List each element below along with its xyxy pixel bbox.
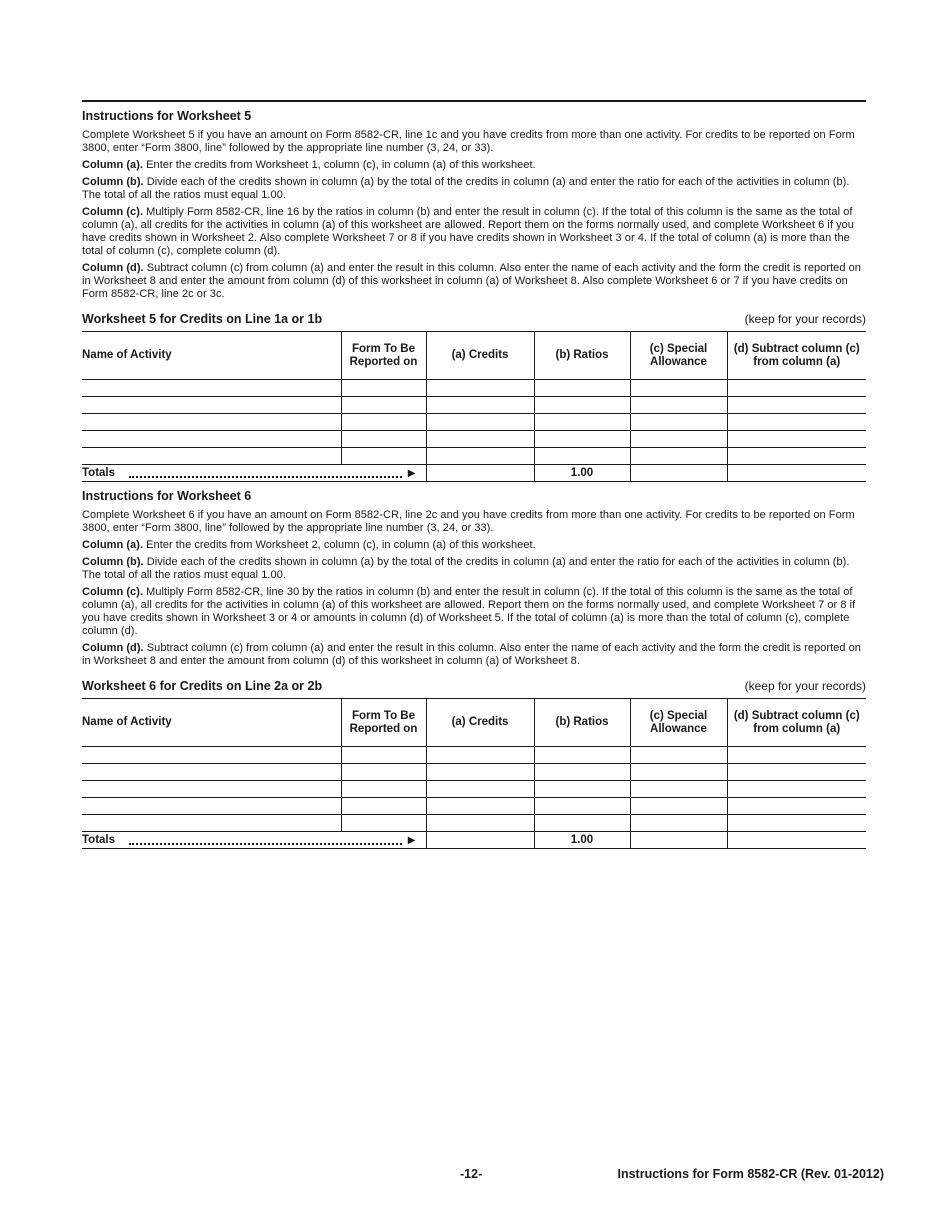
table-row	[82, 798, 866, 815]
entry-cell[interactable]	[426, 798, 534, 815]
page-number: -12-	[460, 1167, 483, 1181]
entry-cell[interactable]	[82, 798, 341, 815]
entry-cell[interactable]	[426, 397, 534, 414]
entry-cell[interactable]	[426, 781, 534, 798]
leader-dots	[129, 468, 402, 478]
entry-cell[interactable]	[341, 397, 426, 414]
entry-cell[interactable]	[534, 747, 630, 764]
totals-credits-cell[interactable]	[426, 832, 534, 849]
col-header-credits: (a) Credits	[426, 699, 534, 747]
entry-cell[interactable]	[82, 747, 341, 764]
entry-cell[interactable]	[630, 431, 727, 448]
top-rule	[82, 100, 866, 102]
col-header-subtract: (d) Subtract column (c) from column (a)	[727, 699, 866, 747]
entry-cell[interactable]	[82, 448, 341, 465]
entry-cell[interactable]	[727, 448, 866, 465]
entry-cell[interactable]	[534, 798, 630, 815]
totals-ratio: 1.00	[534, 465, 630, 482]
entry-cell[interactable]	[341, 815, 426, 832]
entry-cell[interactable]	[341, 764, 426, 781]
entry-cell[interactable]	[534, 414, 630, 431]
ws6-col-a: Column (a). Enter the credits from Worksheet 2, column (c), in column (a) of this worksheet.	[82, 539, 536, 551]
totals-label-cell	[82, 832, 426, 849]
table-header-row	[82, 699, 866, 747]
entry-cell[interactable]	[341, 431, 426, 448]
entry-cell[interactable]	[727, 414, 866, 431]
entry-cell[interactable]	[630, 798, 727, 815]
entry-cell[interactable]	[630, 764, 727, 781]
table-row	[82, 448, 866, 465]
ws5-col-b: Column (b). Divide each of the credits shown in column (a) by the total of the credits in column (a) and enter the ratio for each of the activities in column (b). The total of all the ratios must equal 1.00.	[82, 176, 850, 201]
entry-cell[interactable]	[727, 747, 866, 764]
entry-cell[interactable]	[534, 448, 630, 465]
ws5-col-d: Column (d). Subtract column (c) from column (a) and enter the result in this column. Also enter the name of each activity and the form the credit is reported on in Worksheet 8 and enter the amount from column (d) of this worksheet in column (a) of Worksheet 8. Also complete Worksheet 6 or 7 if you have credits on Form 8582-CR, line 2c or 3c.	[82, 262, 861, 300]
ws5-keep-note: (keep for your records)	[744, 312, 866, 326]
table-row	[82, 431, 866, 448]
table-header-row	[82, 332, 866, 380]
entry-cell[interactable]	[630, 448, 727, 465]
entry-cell[interactable]	[534, 815, 630, 832]
entry-cell[interactable]	[534, 781, 630, 798]
table-row	[82, 414, 866, 431]
ws5-instructions-heading: Instructions for Worksheet 5	[82, 109, 252, 123]
table-row	[82, 397, 866, 414]
totals-row	[82, 832, 866, 849]
ws5-col-c: Column (c). Multiply Form 8582-CR, line 16 by the ratios in column (b) and enter the result in column (c). If the total of this column is the same as the total of column (a), all credits for the activities in column (a) of this worksheet are allowed. Report them on the forms normally used, and complete Worksheet 6 if you have credits shown in Worksheet 2. Also complete Worksheet 7 or 8 if you have credits shown in Worksheet 3 or 4. If the total of column (a) is more than the total of column (c), complete column (d).	[82, 206, 854, 257]
totals-row	[82, 465, 866, 482]
ws6-instructions-heading: Instructions for Worksheet 6	[82, 489, 252, 503]
entry-cell[interactable]	[534, 431, 630, 448]
entry-cell[interactable]	[727, 380, 866, 397]
entry-cell[interactable]	[82, 431, 341, 448]
entry-cell[interactable]	[630, 815, 727, 832]
entry-cell[interactable]	[630, 781, 727, 798]
ws6-keep-note: (keep for your records)	[744, 679, 866, 693]
entry-cell[interactable]	[341, 448, 426, 465]
entry-cell[interactable]	[82, 414, 341, 431]
entry-cell[interactable]	[727, 781, 866, 798]
table-row	[82, 380, 866, 397]
entry-cell[interactable]	[727, 397, 866, 414]
table-row	[82, 747, 866, 764]
totals-subtract-cell[interactable]	[727, 465, 866, 482]
entry-cell[interactable]	[341, 781, 426, 798]
entry-cell[interactable]	[727, 764, 866, 781]
totals-subtract-cell[interactable]	[727, 832, 866, 849]
worksheet-6-table	[82, 698, 866, 849]
entry-cell[interactable]	[630, 747, 727, 764]
entry-cell[interactable]	[534, 397, 630, 414]
page-footer	[0, 1167, 950, 1183]
ws5-header	[82, 312, 866, 327]
ws6-header	[82, 679, 866, 694]
worksheet-5-table	[82, 331, 866, 482]
entry-cell[interactable]	[630, 414, 727, 431]
ws5-intro: Complete Worksheet 5 if you have an amount on Form 8582-CR, line 1c and you have credits from more than one activity. For credits to be reported on Form 3800, enter “Form 3800, line” followed by the appropriate line number (3, 24, or 33).	[82, 129, 855, 154]
col-header-form-to-be-reported-on: Form To Be Reported on	[341, 699, 426, 747]
entry-cell[interactable]	[727, 431, 866, 448]
entry-cell[interactable]	[82, 397, 341, 414]
entry-cell[interactable]	[630, 380, 727, 397]
totals-special-allowance-cell[interactable]	[630, 465, 727, 482]
entry-cell[interactable]	[426, 431, 534, 448]
entry-cell[interactable]	[341, 747, 426, 764]
totals-label: Totals	[82, 467, 116, 479]
totals-label-cell	[82, 465, 426, 482]
col-header-special-allowance: (c) Special Allowance	[630, 332, 727, 380]
entry-cell[interactable]	[534, 764, 630, 781]
totals-credits-cell[interactable]	[426, 465, 534, 482]
col-header-ratios: (b) Ratios	[534, 699, 630, 747]
entry-cell[interactable]	[727, 798, 866, 815]
form-reference: Instructions for Form 8582-CR (Rev. 01-2012)	[617, 1167, 884, 1181]
ws6-intro: Complete Worksheet 6 if you have an amount on Form 8582-CR, line 2c and you have credits from more than one activity. For credits to be reported on Form 3800, enter “Form 3800, line” followed by the appropriate line number (3, 24, or 33).	[82, 509, 855, 534]
entry-cell[interactable]	[82, 815, 341, 832]
ws6-col-c: Column (c). Multiply Form 8582-CR, line 30 by the ratios in column (b) and enter the result in column (c). If the total of this column is the same as the total of column (a), all credits for the activities in column (a) of this worksheet are allowed. Report them on the forms normally used, and complete Worksheet 7 or 8 if you have credits shown in Worksheet 3 or 4 or amounts in column (d) of Worksheet 5. If the total of column (a) is more than the total of column (c), complete column (d).	[82, 586, 856, 637]
col-header-form-to-be-reported-on: Form To Be Reported on	[341, 332, 426, 380]
entry-cell[interactable]	[341, 380, 426, 397]
table-row	[82, 781, 866, 798]
entry-cell[interactable]	[630, 397, 727, 414]
col-header-ratios: (b) Ratios	[534, 332, 630, 380]
entry-cell[interactable]	[727, 815, 866, 832]
entry-cell[interactable]	[82, 764, 341, 781]
ws5-title: Worksheet 5 for Credits on Line 1a or 1b	[82, 312, 323, 326]
entry-cell[interactable]	[426, 747, 534, 764]
col-header-subtract: (d) Subtract column (c) from column (a)	[727, 332, 866, 380]
entry-cell[interactable]	[426, 448, 534, 465]
totals-ratio: 1.00	[534, 832, 630, 849]
entry-cell[interactable]	[341, 414, 426, 431]
ws6-col-b: Column (b). Divide each of the credits shown in column (a) by the total of the credits in column (a) and enter the ratio for each of the activities in column (b). The total of all the ratios must equal 1.00.	[82, 556, 850, 581]
ws6-instructions	[82, 489, 866, 668]
entry-cell[interactable]	[426, 380, 534, 397]
entry-cell[interactable]	[534, 380, 630, 397]
ws6-col-d: Column (d). Subtract column (c) from column (a) and enter the result in this column. Also enter the name of each activity and the form the credit is reported on in Worksheet 8 and enter the amount from column (d) of this worksheet in column (a) of Worksheet 8.	[82, 642, 861, 667]
right-arrow-icon: ▶	[407, 834, 416, 846]
leader-dots	[129, 835, 402, 845]
entry-cell[interactable]	[426, 764, 534, 781]
entry-cell[interactable]	[426, 815, 534, 832]
entry-cell[interactable]	[426, 414, 534, 431]
ws6-title: Worksheet 6 for Credits on Line 2a or 2b	[82, 679, 323, 693]
right-arrow-icon: ▶	[407, 467, 416, 479]
col-header-name-of-activity: Name of Activity	[82, 699, 341, 747]
totals-special-allowance-cell[interactable]	[630, 832, 727, 849]
totals-label: Totals	[82, 834, 116, 846]
col-header-name-of-activity: Name of Activity	[82, 332, 341, 380]
ws5-col-a: Column (a). Enter the credits from Worksheet 1, column (c), in column (a) of this worksheet.	[82, 159, 536, 171]
table-row	[82, 764, 866, 781]
entry-cell[interactable]	[341, 798, 426, 815]
entry-cell[interactable]	[82, 781, 341, 798]
ws5-instructions	[82, 109, 866, 301]
col-header-credits: (a) Credits	[426, 332, 534, 380]
page-content	[82, 100, 866, 849]
table-row	[82, 815, 866, 832]
col-header-special-allowance: (c) Special Allowance	[630, 699, 727, 747]
entry-cell[interactable]	[82, 380, 341, 397]
